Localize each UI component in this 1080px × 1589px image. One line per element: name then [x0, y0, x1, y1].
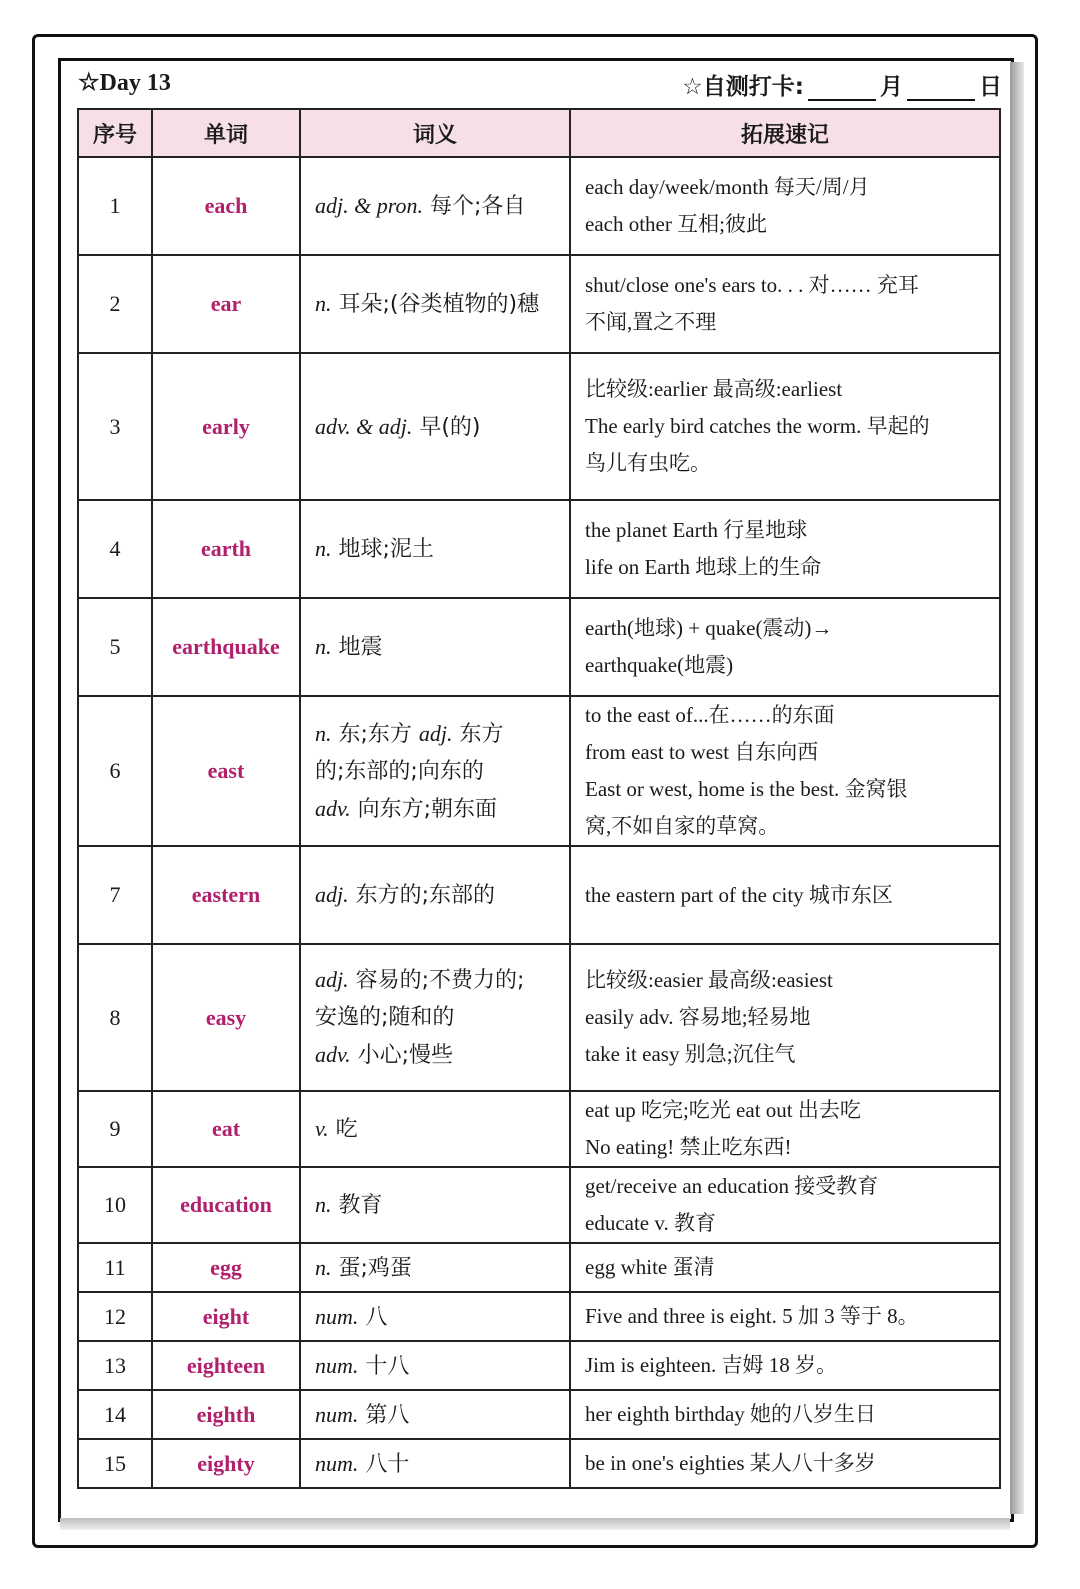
row-number: 5 [78, 598, 152, 696]
extension-line: each other 互相;彼此 [585, 212, 767, 236]
part-of-speech: n. [315, 536, 332, 561]
meaning-line [315, 285, 569, 323]
meaning-line [315, 1298, 569, 1336]
extension-notes [570, 696, 1000, 846]
extension-line: 窝,不如自家的草窝。 [585, 814, 780, 838]
extension-line: earthquake(地震) [585, 653, 734, 677]
word-meaning [300, 1243, 570, 1292]
meaning-line [315, 753, 569, 790]
part-of-speech: num. [315, 1401, 359, 1427]
row-number: 10 [78, 1167, 152, 1243]
day-title: ☆Day 13 [78, 70, 171, 96]
extension-line: each day/week/month 每天/周/月 [585, 175, 870, 199]
vocab-word: eighteen [152, 1341, 300, 1390]
meaning-line [315, 1186, 569, 1224]
vocab-word: east [152, 696, 300, 846]
extension-line: shut/close one's ears to. . . 对…… 充耳 [585, 273, 919, 297]
col-header-extension: 拓展速记 [570, 109, 1000, 157]
extension-line: her eighth birthday 她的八岁生日 [585, 1402, 877, 1426]
meaning-text: 吃 [328, 1117, 358, 1142]
word-meaning [300, 598, 570, 696]
part-of-speech: n. [315, 291, 332, 316]
part-of-speech: adv. [315, 1042, 351, 1067]
table-row [78, 353, 1000, 500]
meaning-line [315, 1036, 569, 1074]
meaning-text: 东方的;东部的 [348, 883, 496, 908]
table-row [78, 1341, 1000, 1390]
meaning-text: 八 [358, 1304, 388, 1330]
word-meaning [300, 944, 570, 1091]
word-meaning [300, 500, 570, 598]
row-number: 1 [78, 157, 152, 255]
word-meaning [300, 1292, 570, 1341]
extension-notes [570, 353, 1000, 500]
extension-notes [570, 1091, 1000, 1167]
col-header-meaning: 词义 [300, 109, 570, 157]
extension-line: take it easy 别急;沉住气 [585, 1042, 796, 1066]
meaning-line [315, 1396, 569, 1434]
meaning-line [315, 961, 569, 999]
row-number: 9 [78, 1091, 152, 1167]
extension-notes [570, 846, 1000, 944]
table-row [78, 1243, 1000, 1292]
row-number: 3 [78, 353, 152, 500]
word-meaning [300, 696, 570, 846]
vocab-word: eighty [152, 1439, 300, 1488]
vocab-word: early [152, 353, 300, 500]
word-meaning [300, 255, 570, 353]
table-row [78, 1390, 1000, 1439]
extension-notes [570, 1439, 1000, 1488]
month-blank[interactable] [808, 81, 876, 101]
meaning-line [315, 999, 569, 1036]
vocab-word: each [152, 157, 300, 255]
self-check-in [682, 68, 1002, 101]
extension-line: egg white 蛋清 [585, 1255, 715, 1279]
extension-line: be in one's eighties 某人八十多岁 [585, 1451, 876, 1475]
vocab-word: eat [152, 1091, 300, 1167]
table-row [78, 598, 1000, 696]
extension-notes [570, 1341, 1000, 1390]
vocab-word: education [152, 1167, 300, 1243]
meaning-line [315, 715, 569, 753]
extension-line: earth(地球) + quake(震动)→ [585, 616, 833, 640]
part-of-speech: adj. & pron. [315, 193, 423, 218]
meaning-line [315, 1110, 569, 1148]
extension-line: 比较级:earlier 最高级:earliest [585, 377, 843, 401]
extension-line: No eating! 禁止吃东西! [585, 1135, 792, 1159]
meaning-text: 蛋;鸡蛋 [331, 1255, 412, 1281]
extension-line: 鸟儿有虫吃。 [585, 451, 711, 475]
meaning-line [315, 1249, 569, 1287]
vocab-word: egg [152, 1243, 300, 1292]
row-number: 8 [78, 944, 152, 1091]
meaning-text: 东;东方 [331, 721, 419, 747]
vocab-word: eastern [152, 846, 300, 944]
meaning-text: 小心;慢些 [350, 1043, 454, 1068]
table-row [78, 1292, 1000, 1341]
extension-line: to the east of...在……的东面 [585, 703, 835, 727]
word-meaning [300, 1390, 570, 1439]
word-meaning [300, 353, 570, 500]
day-blank[interactable] [907, 81, 975, 101]
part-of-speech: adv. [315, 795, 351, 821]
extension-notes [570, 1243, 1000, 1292]
meaning-line [315, 628, 569, 666]
extension-notes [570, 500, 1000, 598]
meaning-text: 安逸的;随和的 [315, 1005, 455, 1030]
row-number: 12 [78, 1292, 152, 1341]
row-number: 6 [78, 696, 152, 846]
meaning-line [315, 408, 569, 446]
extension-notes [570, 1292, 1000, 1341]
row-number: 11 [78, 1243, 152, 1292]
vocab-word: easy [152, 944, 300, 1091]
part-of-speech: n. [315, 720, 332, 746]
extension-line: the planet Earth 行星地球 [585, 518, 808, 542]
day-label: 日 [979, 74, 1002, 100]
meaning-line [315, 790, 569, 828]
meaning-line [315, 530, 569, 568]
vocab-word: eighth [152, 1390, 300, 1439]
meaning-text: 八十 [358, 1451, 410, 1477]
extension-line: 不闻,置之不理 [585, 310, 717, 334]
word-meaning [300, 846, 570, 944]
table-row [78, 696, 1000, 846]
meaning-text: 教育 [331, 1193, 383, 1218]
vocab-word: ear [152, 255, 300, 353]
table-header-row [78, 109, 1000, 157]
table-row [78, 846, 1000, 944]
part-of-speech: adv. & adj. [315, 413, 413, 439]
meaning-line [315, 1445, 569, 1483]
meaning-text: 耳朵;(谷类植物的)穗 [331, 292, 540, 317]
table-row [78, 1091, 1000, 1167]
meaning-text: 地震 [331, 635, 383, 660]
meaning-text: 容易的;不费力的; [348, 968, 525, 993]
part-of-speech: n. [315, 1254, 332, 1280]
extension-line: eat up 吃完;吃光 eat out 出去吃 [585, 1098, 861, 1122]
frame-shadow-bottom [60, 1518, 1010, 1530]
row-number: 4 [78, 500, 152, 598]
meaning-text: 东方 [452, 721, 504, 747]
col-header-number: 序号 [78, 109, 152, 157]
word-meaning [300, 1341, 570, 1390]
part-of-speech: num. [315, 1303, 359, 1329]
table-row [78, 1439, 1000, 1488]
extension-line: The early bird catches the worm. 早起的 [585, 414, 930, 438]
part-of-speech: n. [315, 634, 332, 659]
extension-notes [570, 1167, 1000, 1243]
meaning-text: 向东方;朝东面 [350, 796, 498, 822]
meaning-text: 早(的) [412, 414, 481, 440]
table-row [78, 255, 1000, 353]
vocab-word: eight [152, 1292, 300, 1341]
extension-line: get/receive an education 接受教育 [585, 1174, 879, 1198]
row-number: 13 [78, 1341, 152, 1390]
part-of-speech: adj. [315, 967, 349, 992]
extension-line: the eastern part of the city 城市东区 [585, 882, 893, 907]
extension-notes [570, 255, 1000, 353]
extension-notes [570, 1390, 1000, 1439]
word-meaning [300, 1167, 570, 1243]
row-number: 2 [78, 255, 152, 353]
table-row [78, 1167, 1000, 1243]
extension-line: easily adv. 容易地;轻易地 [585, 1005, 811, 1029]
checkin-label: ☆自测打卡: [682, 74, 804, 100]
part-of-speech: v. [315, 1116, 329, 1141]
word-meaning [300, 1439, 570, 1488]
word-meaning [300, 1091, 570, 1167]
row-number: 7 [78, 846, 152, 944]
table-row [78, 500, 1000, 598]
month-label: 月 [880, 74, 903, 100]
meaning-text: 地球;泥土 [331, 537, 434, 562]
row-number: 15 [78, 1439, 152, 1488]
meaning-text: 每个;各自 [422, 194, 526, 219]
vocab-word: earth [152, 500, 300, 598]
extension-notes [570, 598, 1000, 696]
extension-line: life on Earth 地球上的生命 [585, 555, 822, 579]
extension-line: Five and three is eight. 5 加 3 等于 8。 [585, 1304, 919, 1328]
meaning-line [315, 876, 569, 914]
meaning-line [315, 1347, 569, 1385]
vocabulary-table [77, 108, 1001, 1489]
vocab-word: earthquake [152, 598, 300, 696]
extension-line: Jim is eighteen. 吉姆 18 岁。 [585, 1353, 837, 1377]
table-row [78, 944, 1000, 1091]
table-row [78, 157, 1000, 255]
meaning-text: 第八 [358, 1402, 410, 1428]
meaning-text: 十八 [358, 1353, 410, 1379]
page-header [78, 64, 1002, 104]
extension-line: 比较级:easier 最高级:easiest [585, 968, 833, 992]
part-of-speech: n. [315, 1192, 332, 1217]
extension-notes [570, 944, 1000, 1091]
part-of-speech: adj. [418, 720, 453, 746]
part-of-speech: adj. [315, 882, 349, 907]
frame-shadow-right [1010, 62, 1024, 1514]
extension-line: East or west, home is the best. 金窝银 [585, 777, 908, 801]
extension-line: educate v. 教育 [585, 1211, 717, 1235]
word-meaning [300, 157, 570, 255]
part-of-speech: num. [315, 1352, 359, 1378]
extension-line: from east to west 自东向西 [585, 740, 819, 764]
extension-notes [570, 157, 1000, 255]
table-body [78, 157, 1000, 1488]
meaning-line [315, 187, 569, 225]
meaning-text: 的;东部的;向东的 [315, 758, 484, 784]
col-header-word: 单词 [152, 109, 300, 157]
part-of-speech: num. [315, 1450, 359, 1476]
row-number: 14 [78, 1390, 152, 1439]
